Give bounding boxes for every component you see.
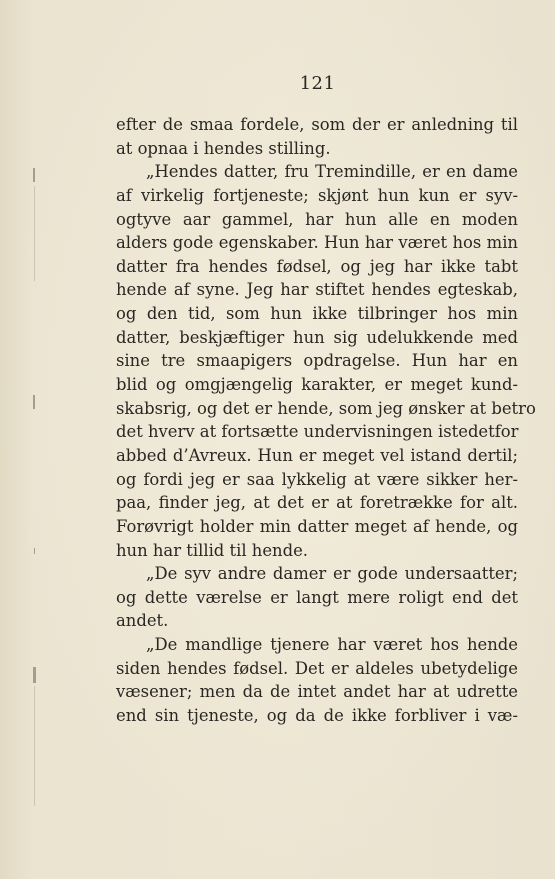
text-line: sine tre smaapigers opdragelse. Hun har en [116, 351, 518, 371]
text-line: det hverv at fortsætte undervisningen istedetfor [116, 422, 519, 442]
text-line: „Hendes datter, fru Tremindille, er en dame [146, 162, 518, 182]
text-line: andet. [116, 611, 169, 631]
gutter-mark [33, 168, 35, 182]
text-line: at opnaa i hendes stilling. [116, 138, 331, 158]
gutter-mark [33, 395, 35, 409]
text-line: end sin tjeneste, og da de ikke forbliver i væ- [116, 706, 518, 726]
text-line: og fordi jeg er saa lykkelig at være sikker her- [116, 469, 518, 489]
text-line: datter, beskjæftiger hun sig udelukkende med [116, 327, 518, 347]
text-line: og den tid, som hun ikke tilbringer hos min [116, 304, 518, 324]
text-line: og dette værelse er langt mere roligt end det [116, 587, 518, 607]
text-line: Forøvrigt holder min datter meget af hende, og [116, 516, 518, 536]
text-line: „De mandlige tjenere har været hos hende [146, 635, 518, 655]
text-line: hende af syne. Jeg har stiftet hendes egteskab, [116, 280, 518, 300]
gutter-mark [34, 548, 35, 554]
text-line: abbed d’Avreux. Hun er meget vel istand dertil; [116, 445, 518, 465]
text-line: paa, finder jeg, at det er at foretrække for alt. [116, 493, 518, 513]
gutter-mark [33, 667, 36, 683]
text-line: skabsrig, og det er hende, som jeg ønsker at betro [116, 398, 536, 418]
text-line: ogtyve aar gammel, har hun alle en moden [116, 209, 518, 229]
text-line: datter fra hendes fødsel, og jeg har ikke tabt [116, 256, 518, 276]
body-text [116, 113, 536, 728]
text-line: af virkelig fortjeneste; skjønt hun kun er syv- [116, 185, 518, 205]
text-line: efter de smaa fordele, som der er anledning til [116, 115, 518, 134]
page-number: 121 [299, 73, 336, 94]
gutter-mark [34, 686, 35, 806]
text-line: „De syv andre damer er gode undersaatter; [146, 564, 518, 584]
text-line: blid og omgjængelig karakter, er meget kund- [116, 375, 518, 395]
text-line: væsener; men da de intet andet har at udrette [116, 682, 518, 702]
gutter-mark [34, 186, 35, 281]
text-line: hun har tillid til hende. [116, 540, 309, 560]
text-line: alders gode egenskaber. Hun har været hos min [116, 233, 518, 253]
text-line: siden hendes fødsel. Det er aldeles ubetydelige [116, 658, 518, 678]
